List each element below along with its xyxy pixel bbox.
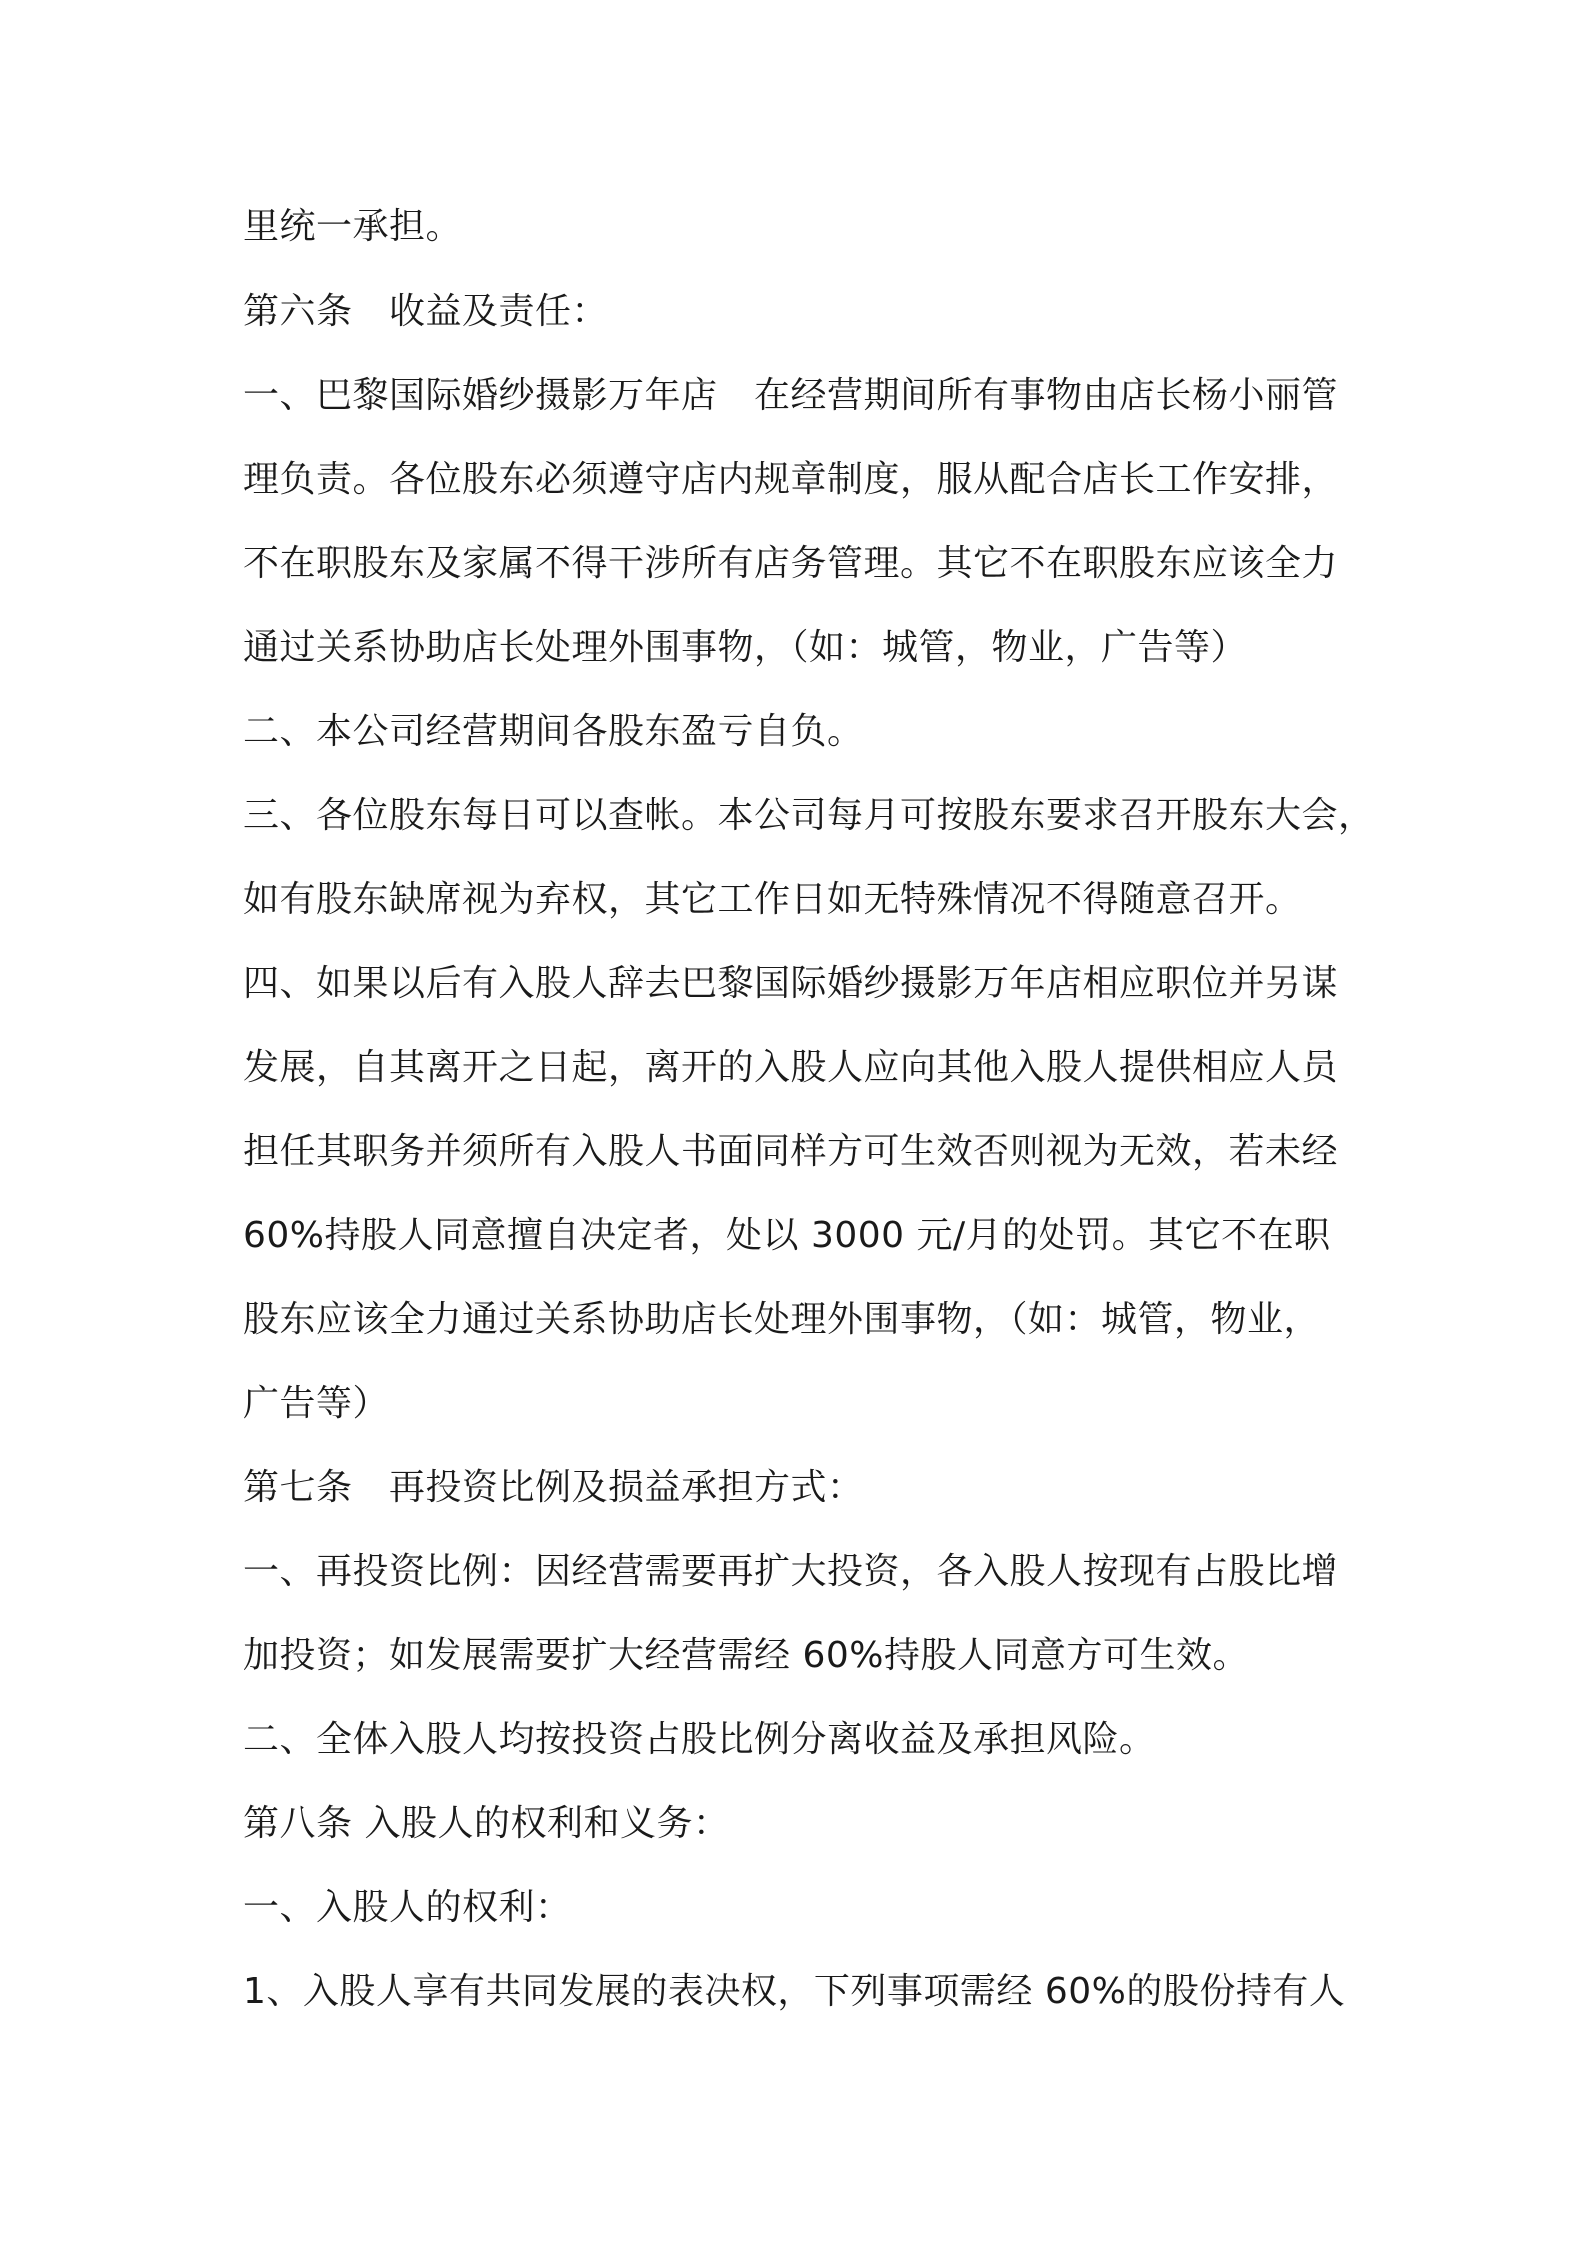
text-line: 里统一承担。	[243, 206, 463, 247]
text-line: 股东应该全力通过关系协助店长处理外围事物，（如：城管，物业，	[243, 1299, 1321, 1340]
text-line: 通过关系协助店长处理外围事物，（如：城管，物业，广告等）	[243, 627, 1248, 668]
text-line: 二、全体入股人均按投资占股比例分离收益及承担风险。	[243, 1719, 1156, 1760]
text-line: 一、巴黎国际婚纱摄影万年店 在经营期间所有事物由店长杨小丽管	[243, 375, 1339, 416]
text-line: 理负责。各位股东必须遵守店内规章制度，服从配合店长工作安排，	[243, 459, 1339, 500]
text-line: 不在职股东及家属不得干涉所有店务管理。其它不在职股东应该全力	[243, 543, 1339, 584]
text-line: 发展，自其离开之日起，离开的入股人应向其他入股人提供相应人员	[243, 1047, 1339, 1088]
text-line: 一、再投资比例：因经营需要再扩大投资，各入股人按现有占股比增	[243, 1551, 1339, 1592]
text-line: 三、各位股东每日可以查帐。本公司每月可按股东要求召开股东大会，	[243, 795, 1375, 836]
section-heading: 第六条 收益及责任：	[243, 291, 609, 332]
text-line: 二、本公司经营期间各股东盈亏自负。	[243, 711, 864, 752]
text-line: 如有股东缺席视为弃权，其它工作日如无特殊情况不得随意召开。	[243, 879, 1302, 920]
text-line: 广告等）	[243, 1383, 390, 1424]
text-line: 四、如果以后有入股人辞去巴黎国际婚纱摄影万年店相应职位并另谋	[243, 963, 1339, 1004]
text-line: 1、入股人享有共同发展的表决权，下列事项需经 60%的股份持有人	[243, 1971, 1346, 2012]
text-line: 担任其职务并须所有入股人书面同样方可生效否则视为无效，若未经	[243, 1131, 1339, 1172]
section-heading: 第七条 再投资比例及损益承担方式：	[243, 1467, 864, 1508]
text-line: 加投资；如发展需要扩大经营需经 60%持股人同意方可生效。	[243, 1635, 1249, 1676]
text-line: 60%持股人同意擅自决定者，处以 3000 元/月的处罚。其它不在职	[243, 1215, 1331, 1256]
text-line: 一、入股人的权利：	[243, 1887, 572, 1928]
section-heading: 第八条 入股人的权利和义务：	[243, 1803, 730, 1844]
